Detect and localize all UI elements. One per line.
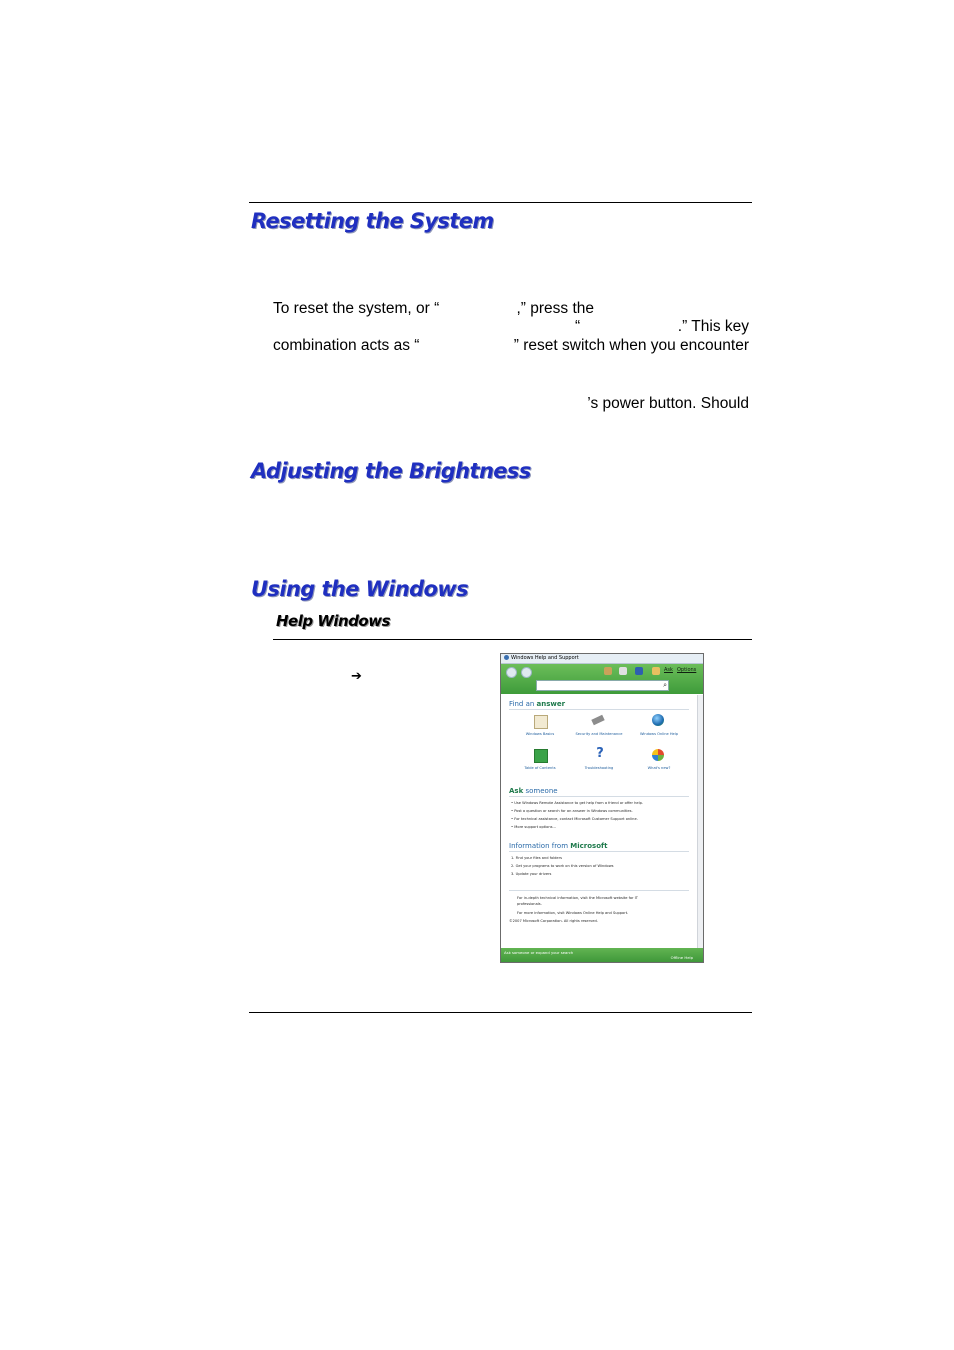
home-icon[interactable] [604,667,612,675]
search-icon[interactable]: ⌕ [663,681,667,689]
ask-button[interactable]: Ask [664,667,673,673]
globe-icon[interactable] [652,714,664,726]
title-bar: Windows Help and Support [501,654,703,664]
status-bar [501,948,703,962]
table-of-contents-icon[interactable] [534,749,548,763]
bottom-rule [249,1012,752,1013]
section-rule [273,639,752,640]
it-pro-link-cont[interactable]: professionals. [517,902,542,906]
help-and-support-screenshot [500,653,704,963]
troubleshooting-link[interactable]: Troubleshooting [584,766,614,770]
table-of-contents-link[interactable]: Table of Contents [524,766,556,770]
whats-new-link[interactable]: What's new? [647,766,671,770]
security-maintenance-link[interactable]: Security and Maintenance [575,732,623,736]
browse-help-icon[interactable] [635,667,643,675]
list-item[interactable]: • For technical assistance, contact Microsoft Customer Support online. [511,817,638,821]
paragraph-line-3: combination acts as “ ” reset switch when you encounter [273,337,749,354]
find-answer-heading: Find an answer [509,700,566,708]
online-help-link[interactable]: For more information, visit Windows Online Help and Support. [517,911,629,915]
divider [509,851,689,852]
forward-icon[interactable] [521,667,532,678]
subheading-help-windows: Help Windows [276,612,391,630]
heading-using-the-windows: Using the Windows [251,577,469,601]
windows-online-help-link[interactable]: Windows Online Help [639,732,679,736]
paragraph-line-2: “ .” This key [575,318,749,335]
back-icon[interactable] [506,667,517,678]
ask-someone-link[interactable]: Ask someone or expand your search [504,950,574,955]
print-icon[interactable] [619,667,627,675]
security-maintenance-icon[interactable] [591,715,604,726]
information-heading: Information from Microsoft [509,842,608,850]
scrollbar[interactable] [697,695,703,948]
paragraph-line-1: To reset the system, or “ ,” press the [273,300,594,317]
list-item[interactable]: • Post a question or search for an answer in Windows communities. [511,809,633,813]
windows-basics-icon[interactable] [534,715,548,729]
search-input[interactable] [536,680,669,691]
help-content [501,695,697,948]
list-item[interactable]: 3. Update your drivers [511,872,552,876]
ask-someone-heading: Ask someone [509,787,558,795]
copyright: ©2007 Microsoft Corporation. All rights reserved. [509,919,598,923]
help-window-icon [504,655,509,660]
list-item[interactable]: 2. Get your programs to work on this version of Windows [511,864,614,868]
divider [509,796,689,797]
arrow-icon: ➔ [351,669,362,684]
list-item[interactable]: 1. Find your files and folders [511,856,562,860]
divider [509,709,689,710]
top-rule [249,202,752,203]
list-item[interactable]: • Use Windows Remote Assistance to get help from a friend or offer help. [511,801,644,805]
it-pro-link[interactable]: For in-depth technical information, visit the Microsoft website for IT [517,896,638,900]
offline-help-button[interactable]: Offline Help [670,955,693,960]
divider [509,890,689,891]
windows-basics-link[interactable]: Windows Basics [525,732,555,736]
heading-resetting-the-system: Resetting the System [251,209,494,233]
toolbar [501,664,703,694]
question-mark-icon[interactable]: ? [596,746,604,761]
paragraph-line-4: ’s power button. Should [587,395,749,412]
windows-logo-icon[interactable] [652,749,664,761]
ask-icon[interactable] [652,667,660,675]
heading-adjusting-the-brightness: Adjusting the Brightness [251,459,531,483]
options-button[interactable]: Options [677,667,697,673]
list-item[interactable]: • More support options... [511,825,556,829]
